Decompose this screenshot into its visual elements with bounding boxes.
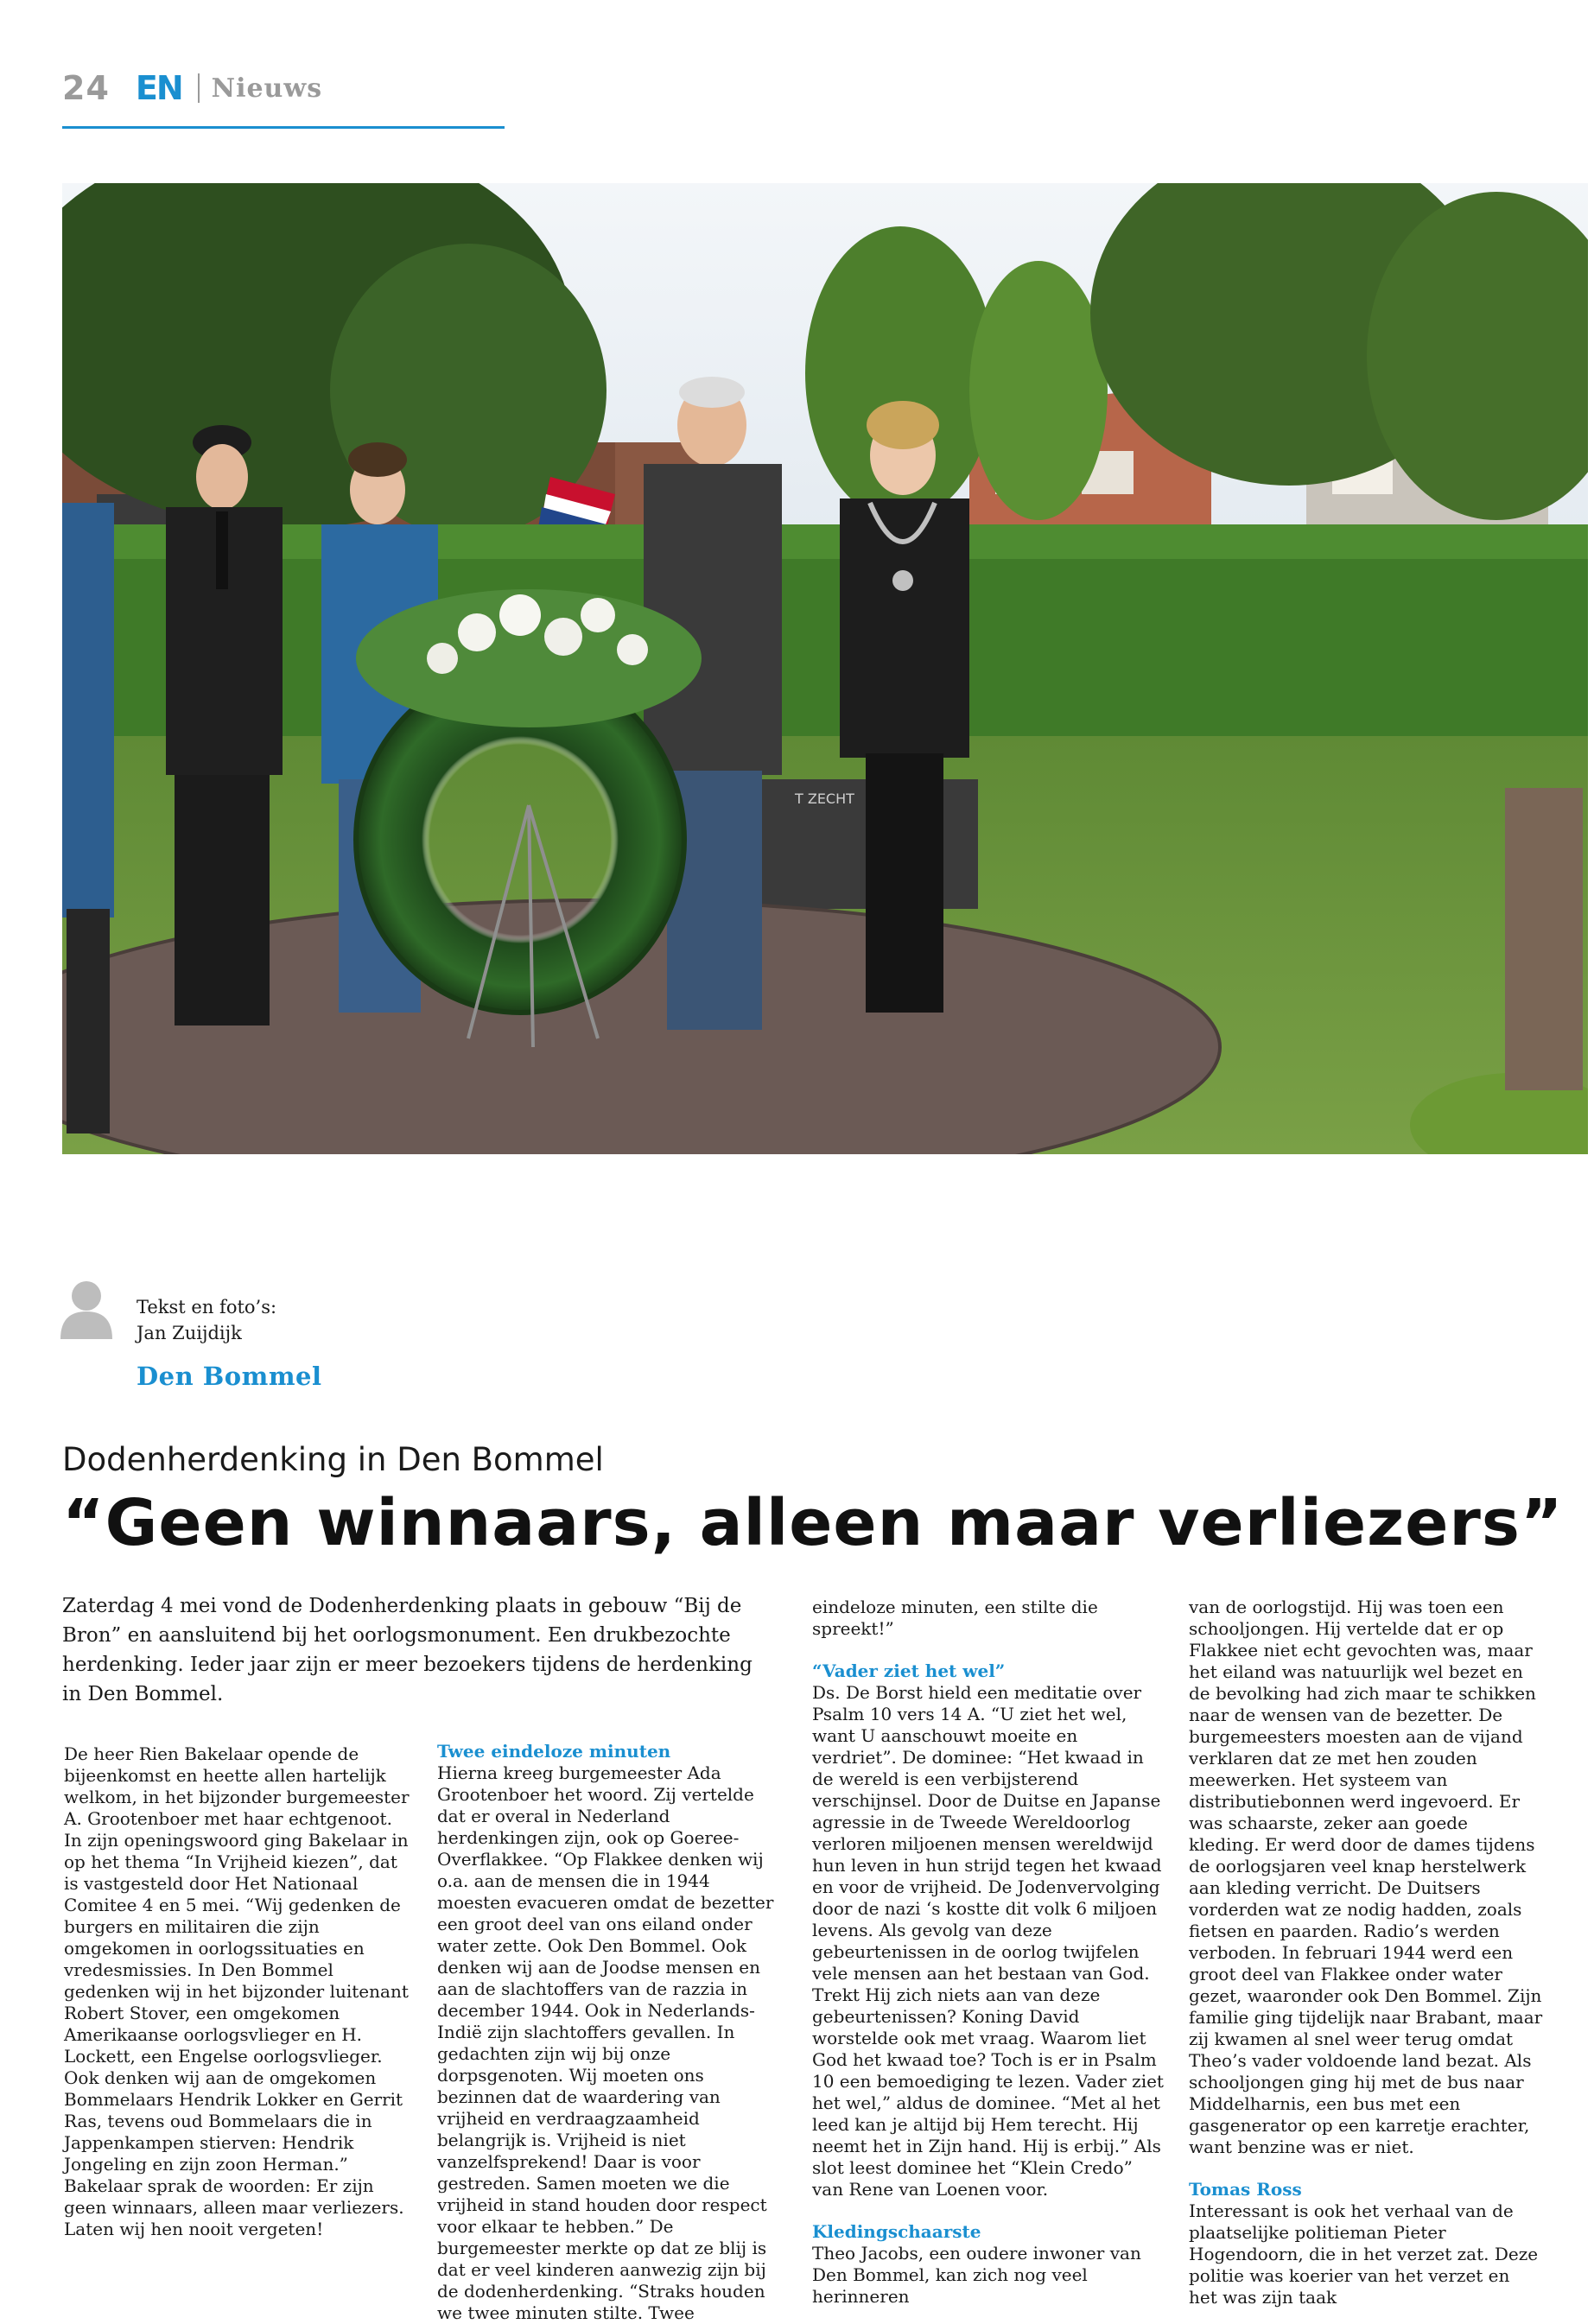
- paragraph: eindeloze minuten, een stilte die spreekt!”: [812, 1597, 1098, 1639]
- article-column-2: [437, 1741, 783, 2324]
- header-separator: [198, 73, 200, 103]
- publication-logo: EN: [135, 69, 182, 107]
- paragraph: De heer Rien Bakelaar opende de bijeenkomst en heette allen hartelijk welkom, in het bijzonder burgemeester A. Grootenboer met haar echtgenoot. In zijn openingswoord ging Bakelaar in op het thema “In Vrijheid kiezen”, dat is vastgesteld door Het Nationaal Comitee 4 en 5 mei. “Wij gedenken de burgers en militairen die zijn omgekomen in oorlogssituaties en vredesmissies. In Den Bommel gedenken wij in het bijzonder luitenant Robert Stover, een omgekomen Amerikaanse oorlogsvlieger en H. Lockett, een Engelse oorlogsvlieger. Ook denken wij aan de omgekomen Bommelaars Hendrik Lokker en Gerrit Ras, tevens oud Bommelaars die in Jappenkampen stierven: Hendrik Jongeling en zijn zoon Herman.” Bakelaar sprak de woorden: Er zijn geen winnaars, alleen maar verliezers. Laten wij hen nooit vergeten!: [64, 1743, 410, 2239]
- page-header: [62, 62, 322, 114]
- subheading: Kledingschaarste: [812, 2221, 981, 2242]
- paragraph: Theo Jacobs, een oudere inwoner van Den Bommel, kan zich nog veel herinneren: [812, 2243, 1141, 2307]
- article-kicker: Dodenherdenking in Den Bommel: [62, 1441, 604, 1478]
- credit-line-1: Tekst en foto’s:: [137, 1297, 277, 1318]
- section-title: Nieuws: [211, 73, 323, 104]
- paragraph: van de oorlogstijd. Hij was toen een schooljongen. Hij vertelde dat er op Flakkee niet echt gevochten was, maar het eiland was natuurlijk wel bezet en de bevolking had zich maar te schikken naar de wensen van de bezetter. De burgemeesters moesten aan de vijand verklaren dat ze met hen zouden meewerken. Het systeem van distributiebonnen werd ingevoerd. Er was schaarste, zeker aan goede kleding. Er werd door de dames tijdens de oorlogsjaren veel knap herstelwerk aan kleding verricht. De Duitsers vorderden wat ze nodig hadden, zoals fietsen en paarden. Radio’s werden verboden. In februari 1944 werd een groot deel van Flakkee onder water gezet, waaronder ook Den Bommel. Zijn familie ging tijdelijk naar Brabant, maar zij kwamen al snel weer terug omdat Theo’s vader voldoende land bezat. Als schooljongen ging hij met de bus naar Middelharnis, een bus met een gasgenerator op een karretje erachter, want benzine was er niet.: [1189, 1597, 1543, 2157]
- page-number: 24: [62, 69, 110, 107]
- paragraph: Interessant is ook het verhaal van de plaatselijke politieman Pieter Hogendoorn, die in het verzet zat. Deze politie was koerier van het verzet en het was zijn taak: [1189, 2200, 1539, 2308]
- article-column-3: [812, 1597, 1166, 2308]
- article-location: Den Bommel: [137, 1362, 322, 1391]
- article-column-1: [64, 1743, 410, 2240]
- header-rule: [62, 126, 505, 129]
- subheading: Tomas Ross: [1189, 2179, 1302, 2200]
- article-column-4: [1189, 1597, 1543, 2308]
- subheading: Twee eindeloze minuten: [437, 1741, 671, 1762]
- subheading: “Vader ziet het wel”: [812, 1660, 1006, 1681]
- photo-credit: [137, 1294, 276, 1346]
- paragraph: Ds. De Borst hield een meditatie over Psalm 10 vers 14 A. “U ziet het wel, want U aanschouwt moeite en verdriet”. De dominee: “Het kwaad in de wereld is een verbijsterend verschijnsel. Door de Duitse en Japanse agressie in de Tweede Wereldoorlog verloren miljoenen mensen wereldwijd hun leven in hun strijd tegen het kwaad en voor de vrijheid. De Jodenvervolging door de nazi ‘s kostte dit volk 6 miljoen levens. Als gevolg van deze gebeurtenissen in de oorlog twijfelen vele mensen aan het bestaan van God. Trekt Hij zich niets aan van deze gebeurtenissen? Koning David worstelde ook met vraag. Waarom liet God het kwaad toe? Toch is er in Psalm 10 een bemoediging te lezen. Vader ziet het wel,” aldus de dominee. “Met al het leed kan je altijd bij Hem terecht. Hij neemt het in Zijn hand. Hij is erbij.” Als slot leest dominee het “Klein Credo” van Rene van Loenen voor.: [812, 1682, 1164, 2200]
- credit-author: Jan Zuijdijk: [137, 1323, 242, 1343]
- memorial-wreath-photo: [62, 183, 1588, 1154]
- article-intro: Zaterdag 4 mei vond de Dodenherdenking plaats in gebouw “Bij de Bron” en aansluitend bij het oorlogsmonument. Een drukbezochte herdenking. Ieder jaar zijn er meer bezoekers tijdens de herdenking in Den Bommel.: [62, 1595, 753, 1705]
- person-icon: [60, 1279, 112, 1339]
- grave-inscription: T ZECHT: [795, 791, 854, 807]
- article-headline: “Geen winnaars, alleen maar verliezers”: [62, 1486, 1564, 1560]
- paragraph: Hierna kreeg burgemeester Ada Grootenboer het woord. Zij vertelde dat er overal in Nederland herdenkingen zijn, ook op Goeree-Overflakkee. “Op Flakkee denken wij o.a. aan de mensen die in 1944 moesten evacueren omdat de bezetter een groot deel van ons eiland onder water zette. Ook Den Bommel. Ook denken wij aan de Joodse mensen en aan de slachtoffers van de razzia in december 1944. Ook in Nederlands-Indië zijn slachtoffers gevallen. In gedachten zijn wij bij onze dorpsgenoten. Wij moeten ons bezinnen dat de waardering van vrijheid en verdraagzaamheid belangrijk is. Vrijheid is niet vanzelfsprekend! Daar is voor gestreden. Samen moeten we die vrijheid in stand houden door respect voor elkaar te hebben.” De burgemeester merkte op dat ze blij is dat er veel kinderen aanwezig zijn bij de dodenherdenking. “Straks houden we twee minuten stilte. Twee: [437, 1762, 774, 2323]
- article-photo: [62, 183, 1588, 1154]
